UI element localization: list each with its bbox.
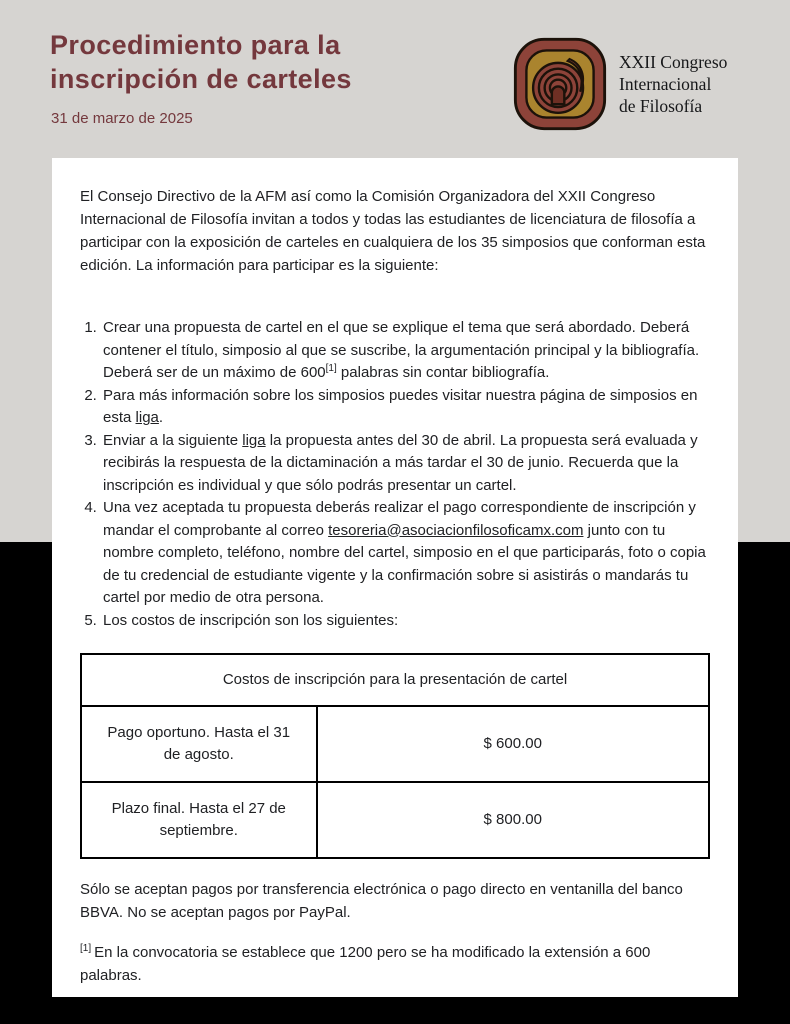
footnote: [80, 941, 710, 987]
list-item-text: junto con tu nombre completo, teléfono, nombre del cartel, simposio en el que participarás, foto o copia de tu credencial de estudiante vigente y la confirmación sobre si asistirás o mandarás tu cartel por medio de otra persona.: [103, 521, 706, 606]
list-item: [101, 610, 710, 633]
cost-price-cell: $ 800.00: [317, 782, 710, 858]
costs-table-body: [81, 706, 709, 858]
inline-link[interactable]: liga: [242, 431, 266, 449]
costs-table-title: Costos de inscripción para la presentación de cartel: [81, 654, 709, 706]
page-title: Procedimiento para la inscripción de carteles: [50, 30, 352, 94]
cost-concept-cell: Pago oportuno. Hasta el 31 de agosto.: [81, 706, 317, 782]
list-item-text: Para más información sobre los simposios puedes visitar nuestra página de simposios en esta: [103, 386, 698, 426]
list-item-text: Crear una propuesta de cartel en el que se explique el tema que será abordado. Deberá contener el título, simposio al que se suscribe, la argumentación principal y la bibliografía. Deberá ser de un máximo de 600: [103, 319, 700, 381]
page-header: [0, 0, 790, 158]
congress-name-line: de Filosofía: [619, 96, 703, 116]
list-item-text: .: [158, 409, 164, 426]
congress-name: [619, 51, 727, 117]
congress-name-line: XXII Congreso: [619, 52, 728, 72]
list-item: [101, 497, 710, 610]
list-item: [101, 385, 710, 430]
list-item-text: la propuesta antes del 30 de abril. La propuesta será evaluada y recibirás la respuesta de la dictaminación a más tardar el 30 de junio. Recuerda que la inscripción es individual y que sólo podrás presentar un cartel.: [103, 431, 698, 494]
costs-table: [80, 653, 710, 859]
list-item-text: palabras sin contar bibliografía.: [336, 364, 550, 381]
footnote-reference: [1]: [325, 363, 337, 374]
congress-name-line: Internacional: [619, 74, 712, 94]
costs-table-row: [81, 706, 709, 782]
costs-table-row: [81, 782, 709, 858]
payment-note: Sólo se aceptan pagos por transferencia electrónica o pago directo en ventanilla del banco BBVA. No se aceptan pagos por PayPal.: [80, 881, 683, 921]
inline-link[interactable]: liga: [135, 409, 159, 426]
congress-logo-icon: [512, 36, 608, 132]
list-item-text: Enviar a la siguiente: [103, 431, 243, 449]
list-item: [101, 430, 710, 498]
congress-branding: [512, 36, 727, 132]
publication-date: 31 de marzo de 2025: [51, 110, 193, 127]
footnote-text: En la convocatoria se establece que 1200 pero se ha modificado la extensión a 600 palabras.: [80, 944, 651, 984]
instructions-list: [80, 317, 710, 632]
document-card: [52, 158, 738, 997]
costs-table-header-row: [81, 654, 709, 706]
list-item: [101, 317, 710, 385]
cost-concept-cell: Plazo final. Hasta el 27 de septiembre.: [81, 782, 317, 858]
list-item-text: Los costos de inscripción son los siguientes:: [103, 611, 399, 629]
intro-paragraph: El Consejo Directivo de la AFM así como la Comisión Organizadora del XXII Congreso Internacional de Filosofía invitan a todos y todas las estudiantes de licenciatura de filosofía a participar con la exposición de carteles en cualquiera de los 35 simposios que conforman esta edición. La información para participar es la siguiente:: [80, 188, 706, 274]
footnote-marker: [1]: [80, 943, 92, 954]
cost-price-cell: $ 600.00: [317, 706, 710, 782]
list-item-text: Una vez aceptada tu propuesta deberás realizar el pago correspondiente de inscripción y mandar el comprobante al correo: [103, 499, 696, 539]
inline-link[interactable]: tesoreria@asociacionfilosoficamx.com: [328, 521, 584, 539]
